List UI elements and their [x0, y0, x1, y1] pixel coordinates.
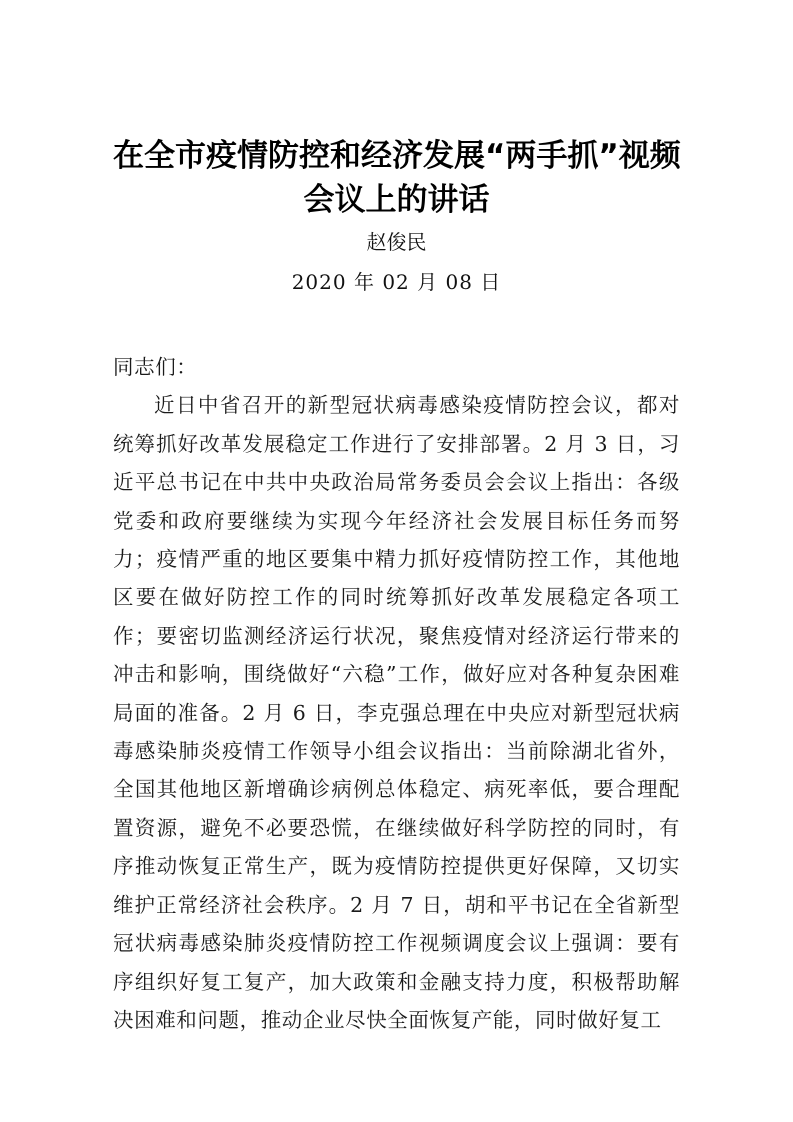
body-paragraph-1: 近日中省召开的新型冠状病毒感染疫情防控会议，都对统筹抓好改革发展稳定工作进行了安排部署。2 月 3 日，习近平总书记在中共中央政治局常务委员会会议上指出：各级党委和政府要继续为实现今年经济社会发展目标任务而努力；疫情严重的地区要集中精力抓好疫情防控工作，其他地区要在做好防控工作的同时统筹抓好改革发展稳定各项工作；要密切监测经济运行状况，聚焦疫情对经济运行带来的冲击和影响，围绕做好“六稳”工作，做好应对各种复杂困难局面的准备。2 月 6 日，李克强总理在中央应对新型冠状病毒感染肺炎疫情工作领导小组会议指出：当前除湖北省外，全国其他地区新增确诊病例总体稳定、病死率低，要合理配置资源，避免不必要恐慌，在继续做好科学防控的同时，有序推动恢复正常生产，既为疫情防控提供更好保障，又切实维护正常经济社会秩序。2 月 7 日，胡和平书记在全省新型冠状病毒感染肺炎疫情防控工作视频调度会议上强调：要有序组织好复工复产，加大政策和金融支持力度，积极帮助解决困难和问题，推动企业尽快全面恢复产能，同时做好复工: [113, 393, 680, 1032]
author-name: 赵俊民: [366, 230, 427, 254]
title-line-2: 会议上的讲话: [303, 182, 490, 218]
page-title: [113, 134, 680, 222]
document-date: 2020 年 02 月 08 日: [291, 270, 502, 294]
document-body: [113, 348, 680, 1039]
title-line-1: 在全市疫情防控和经济发展“两手抓”视频: [113, 138, 681, 174]
salutation-line: 同志们：: [113, 355, 198, 379]
